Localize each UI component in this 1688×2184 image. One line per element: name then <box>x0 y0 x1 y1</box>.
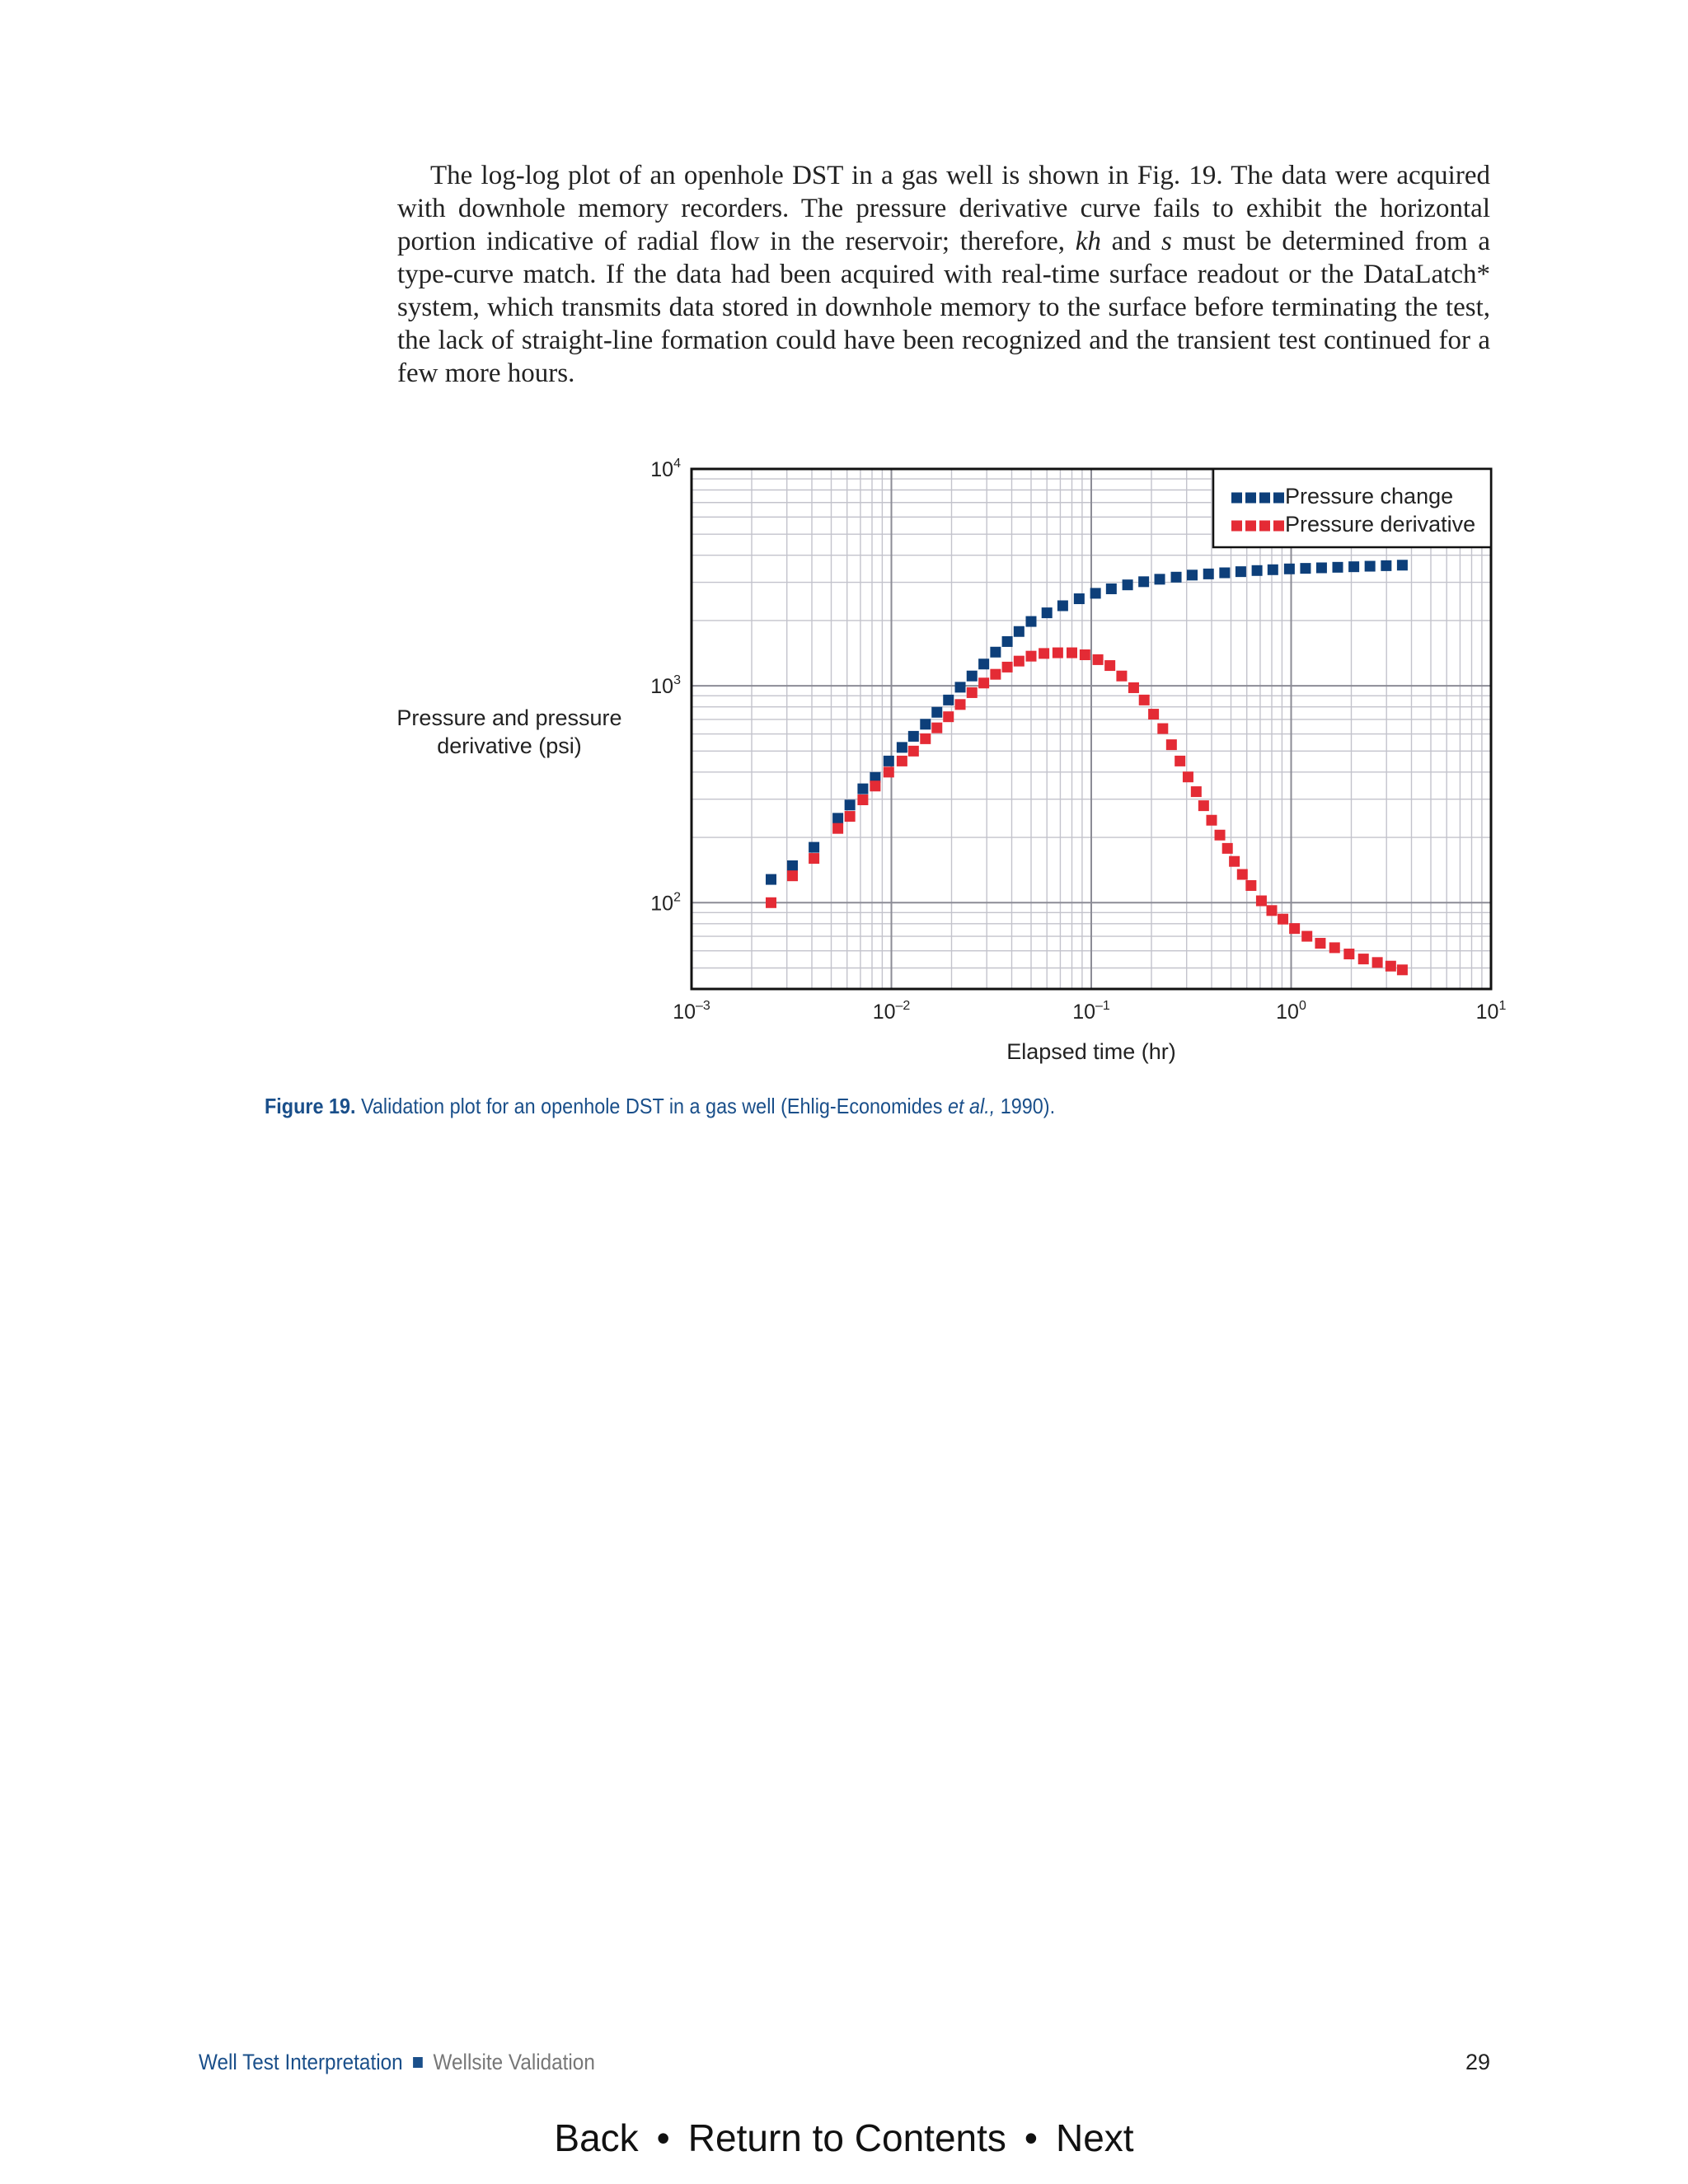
data-point <box>1381 560 1391 571</box>
data-point <box>1236 566 1246 577</box>
data-point <box>857 784 868 794</box>
next-link[interactable]: Next <box>1056 2116 1134 2159</box>
data-point <box>978 677 989 688</box>
legend <box>1213 469 1491 547</box>
data-point <box>809 842 819 853</box>
data-point <box>1386 961 1396 972</box>
data-point <box>1289 923 1300 934</box>
figure-caption <box>265 1094 1055 1119</box>
data-point <box>920 733 931 744</box>
caption-label: Figure 19. <box>265 1094 356 1118</box>
data-point <box>1222 843 1233 854</box>
data-point <box>1090 588 1101 598</box>
page-number: 29 <box>1465 2050 1490 2074</box>
data-point <box>1053 648 1063 658</box>
data-point <box>1106 583 1117 594</box>
page-navigation <box>0 2116 1688 2160</box>
footer-book-title: Well Test Interpretation <box>199 2050 403 2074</box>
data-point <box>1256 896 1267 907</box>
paragraph-text-1: The log-log plot of an openhole DST in a gas well is shown in Fig. 19. The data were acquired with downhole memory recorders. The pressure derivative curve fails to exhibit the horizontal portion indicative of radial flow in the reservoir; therefore, <box>397 161 1490 256</box>
data-point <box>1123 579 1133 590</box>
data-point <box>1316 562 1327 573</box>
data-point <box>1002 662 1013 673</box>
back-link[interactable]: Back <box>554 2116 639 2159</box>
y-tick-label: $10^4$ <box>650 457 681 481</box>
legend-marker <box>1245 493 1256 504</box>
legend-marker <box>1259 493 1270 504</box>
footer-square-icon <box>413 2057 423 2068</box>
data-point <box>1229 856 1240 867</box>
caption-etal: et al., <box>947 1094 996 1118</box>
data-point <box>787 870 798 881</box>
data-point <box>1245 880 1256 891</box>
series-pressure-derivative <box>766 648 1408 976</box>
data-point <box>943 711 954 722</box>
data-point <box>1315 938 1325 949</box>
data-point <box>955 682 966 692</box>
data-point <box>1026 616 1037 627</box>
data-point <box>1155 574 1165 584</box>
data-point <box>845 811 856 822</box>
footer-breadcrumb <box>199 2050 595 2075</box>
data-point <box>1138 576 1149 587</box>
y-tick-label: $10^2$ <box>650 890 681 916</box>
data-point <box>978 658 989 669</box>
paragraph-text-2: and <box>1100 227 1162 256</box>
legend-marker <box>1273 493 1284 504</box>
legend-marker <box>1273 521 1284 532</box>
data-point <box>1278 914 1288 925</box>
data-point <box>967 687 978 698</box>
data-point <box>1372 957 1383 968</box>
data-point <box>1157 724 1168 734</box>
caption-text: Validation plot for an openhole DST in a gas well (Ehlig-Economides <box>355 1094 948 1118</box>
data-point <box>897 742 907 752</box>
x-tick-label: $10^{-3}$ <box>673 999 710 1024</box>
nav-separator: • <box>656 2116 670 2159</box>
data-point <box>809 853 819 864</box>
data-point <box>1266 905 1277 916</box>
data-point <box>897 756 907 766</box>
legend-marker <box>1259 521 1270 532</box>
data-point <box>1039 648 1049 658</box>
x-tick-label: $10^1$ <box>1475 999 1507 1024</box>
data-point <box>884 766 894 777</box>
data-point <box>967 671 978 682</box>
data-point <box>1093 654 1104 665</box>
y-tick-labels <box>650 457 681 915</box>
return-to-contents-link[interactable]: Return to Contents <box>687 2116 1006 2159</box>
data-point <box>1171 572 1182 583</box>
data-point <box>1203 569 1214 579</box>
data-point <box>1183 771 1193 782</box>
data-point <box>990 647 1001 658</box>
data-point <box>1014 626 1025 637</box>
data-point <box>766 898 776 908</box>
data-point <box>1026 651 1037 662</box>
data-point <box>908 731 919 742</box>
data-point <box>1252 565 1263 576</box>
data-point <box>1215 830 1226 841</box>
data-point <box>920 719 931 729</box>
data-point <box>1365 561 1376 572</box>
x-axis-label: Elapsed time (hr) <box>1006 1039 1176 1064</box>
data-point <box>1268 565 1278 575</box>
data-point <box>1116 671 1127 682</box>
paragraph-text-3: must be determined from a type-curve match. If the data had been acquired with real-time surface readout or the DataLatch* system, which transmits data stored in downhole memory to the surface before terminating the test, the lack of straight-line formation could have been recognized and the transient test continued for a few more hours. <box>397 227 1491 388</box>
data-point <box>1329 942 1340 953</box>
data-point <box>884 756 894 766</box>
legend-label-pressure-change: Pressure change <box>1285 484 1454 509</box>
data-point <box>1148 709 1159 719</box>
data-point <box>766 874 776 885</box>
data-point <box>1139 695 1150 705</box>
y-axis-label-line-1: Pressure and pressure <box>396 705 622 730</box>
data-point <box>1166 739 1177 750</box>
nav-separator: • <box>1024 2116 1038 2159</box>
data-point <box>990 669 1001 680</box>
data-point <box>1343 949 1354 959</box>
x-tick-label: $10^{-2}$ <box>872 999 911 1024</box>
data-point <box>1128 682 1139 693</box>
data-point <box>1002 636 1013 647</box>
data-point <box>857 794 868 805</box>
data-point <box>1014 656 1025 667</box>
data-point <box>1397 560 1408 570</box>
data-point <box>931 723 942 733</box>
paragraph-s: s <box>1161 227 1172 256</box>
data-point <box>943 695 954 705</box>
data-point <box>1191 786 1202 797</box>
data-point <box>832 813 843 823</box>
data-point <box>908 746 919 757</box>
legend-label-pressure-derivative: Pressure derivative <box>1285 512 1476 537</box>
series-pressure-change <box>766 560 1408 884</box>
data-point <box>1348 561 1359 572</box>
data-point <box>955 699 966 710</box>
data-point <box>1206 815 1217 826</box>
data-point <box>1300 563 1311 574</box>
data-point <box>1198 800 1209 811</box>
caption-year: 1990). <box>995 1094 1056 1118</box>
x-tick-labels <box>673 999 1506 1024</box>
paragraph-kh: kh <box>1075 227 1101 256</box>
y-tick-label: $10^3$ <box>650 673 681 699</box>
data-point <box>1104 660 1115 671</box>
data-point <box>1042 607 1053 618</box>
data-point <box>1397 964 1408 975</box>
data-point <box>1333 562 1343 573</box>
legend-marker <box>1231 493 1242 504</box>
data-point <box>1057 600 1068 611</box>
x-tick-label: $10^0$ <box>1276 999 1306 1024</box>
data-point <box>1074 593 1085 604</box>
data-point <box>1187 569 1198 580</box>
data-point <box>1080 649 1090 660</box>
data-point <box>1284 564 1295 574</box>
data-point <box>1237 869 1248 879</box>
data-point <box>1175 756 1185 766</box>
data-point <box>1358 954 1369 964</box>
footer-section-title: Wellsite Validation <box>433 2050 595 2074</box>
data-point <box>931 707 942 718</box>
data-point <box>787 860 798 871</box>
y-axis-label-line-2: derivative (psi) <box>437 733 582 758</box>
data-point <box>1219 568 1230 579</box>
x-tick-label: $10^{-1}$ <box>1072 999 1110 1024</box>
data-point <box>1067 648 1077 658</box>
data-point <box>1301 931 1312 942</box>
data-point <box>832 823 843 834</box>
legend-marker <box>1245 521 1256 532</box>
data-point <box>870 780 880 791</box>
log-log-chart <box>0 0 1688 1088</box>
legend-marker <box>1231 521 1242 532</box>
data-point <box>845 799 856 810</box>
